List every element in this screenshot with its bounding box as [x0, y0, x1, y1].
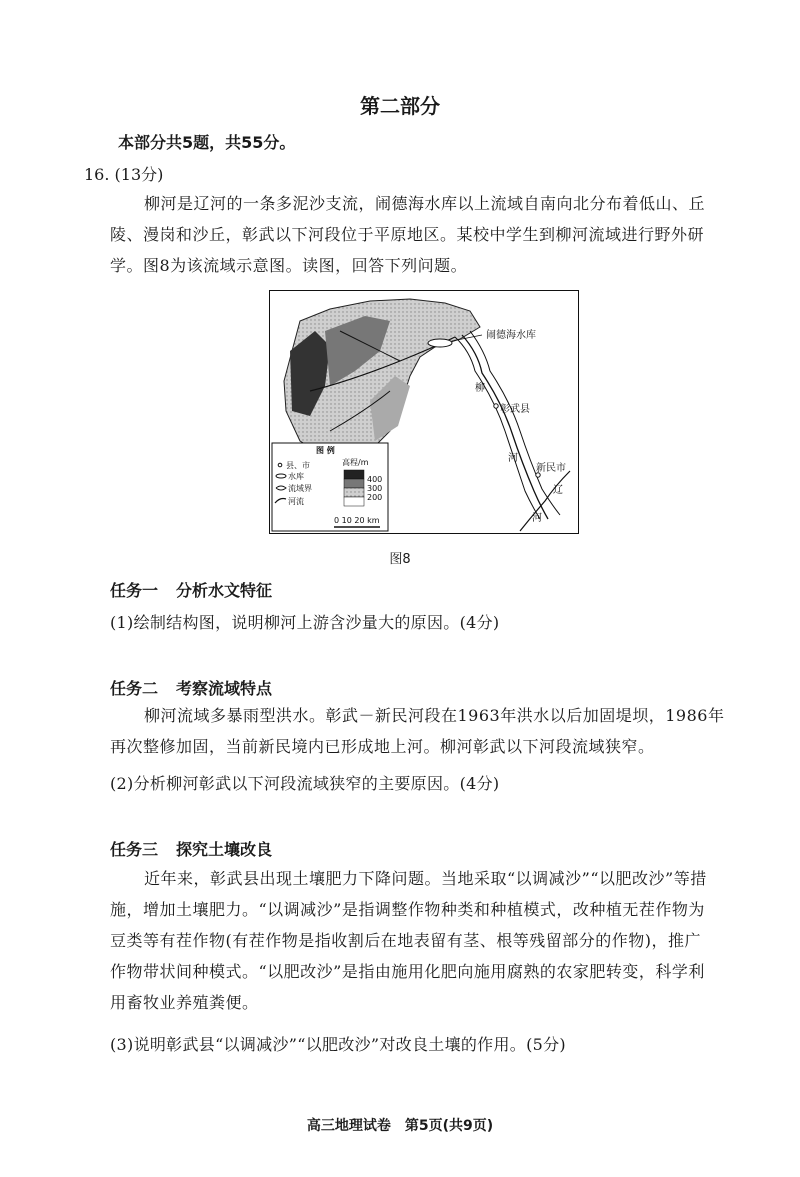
river-label-4: 河	[532, 513, 542, 524]
task-1-subtitle: 分析水文特征	[176, 581, 273, 600]
legend-item: 流域界	[288, 484, 312, 493]
question-intro	[110, 188, 730, 281]
reservoir-label: 闹德海水库	[486, 330, 536, 341]
task-3-paragraph	[110, 863, 730, 1018]
elevation-swatch-mid	[344, 479, 364, 488]
task-3-question: (3)说明彰武县“以调减沙”“以肥改沙”对改良土壤的作用。(5分)	[110, 1035, 566, 1054]
scale-label: 0 10 20 km	[334, 516, 380, 525]
task-1-question: (1)绘制结构图，说明柳河上游含沙量大的原因。(4分)	[110, 613, 500, 632]
elevation-swatch-high	[344, 470, 364, 479]
legend-title: 图 例	[316, 446, 335, 455]
task-2-question: (2)分析柳河彰武以下河段流域狭窄的主要原因。(4分)	[110, 774, 500, 793]
task-3-line: 用畜牧业养殖粪便。	[110, 993, 259, 1012]
river-label-2: 河	[508, 453, 518, 464]
task-2-subtitle: 考察流域特点	[176, 679, 273, 698]
elevation-value: 300	[367, 484, 383, 493]
task-1-title: 任务一	[110, 581, 159, 600]
legend-item: 河流	[288, 497, 304, 506]
city-label: 新民市	[536, 463, 566, 474]
elevation-swatch-plain	[344, 497, 364, 506]
county-label: 彰武县	[500, 404, 530, 415]
watershed-map	[269, 290, 579, 534]
reservoir-legend-icon	[276, 474, 286, 478]
county-marker	[494, 404, 498, 408]
reservoir-icon	[428, 339, 452, 347]
town-legend-icon	[278, 463, 282, 467]
elevation-swatch-low	[344, 488, 364, 497]
legend-item: 县、市	[286, 461, 310, 470]
figure-caption: 图8	[389, 552, 411, 567]
task-3-line: 施，增加土壤肥力。“以调减沙”是指调整作物种类和种植模式，改种植无茬作物为	[110, 900, 705, 919]
question-number: 16. (13分)	[84, 165, 164, 184]
river-label-3: 辽	[553, 485, 563, 496]
intro-line: 学。图8为该流域示意图。读图，回答下列问题。	[110, 256, 468, 275]
task-2-paragraph	[110, 700, 730, 762]
river-corridor	[455, 337, 540, 519]
liao-river	[520, 471, 570, 531]
task-2-line: 再次整修加固，当前新民境内已形成地上河。柳河彰武以下河段流域狭窄。	[110, 737, 655, 756]
elevation-value: 400	[367, 475, 383, 484]
elevation-value: 200	[367, 493, 383, 502]
section-note: 本部分共5题，共55分。	[118, 133, 296, 152]
task-3-title: 任务三	[110, 840, 159, 859]
task-3-subtitle: 探究土壤改良	[176, 840, 273, 859]
task-1-heading	[110, 578, 272, 601]
river-label-1: 柳	[475, 383, 485, 394]
page-footer: 高三地理试卷 第5页(共9页)	[306, 1118, 494, 1134]
river-corridor-edge	[470, 331, 560, 515]
legend-item: 水库	[288, 472, 304, 481]
task-3-line: 近年来，彰武县出现土壤肥力下降问题。当地采取“以调减沙”“以肥改沙”等措	[144, 869, 707, 888]
task-2-heading	[110, 676, 272, 699]
elevation-title: 高程/m	[342, 458, 369, 467]
task-3-line: 豆类等有茬作物(有茬作物是指收割后在地表留有茎、根等残留部分的作物)，推广	[110, 931, 701, 950]
task-2-title: 任务二	[110, 679, 159, 698]
section-title: 第二部分	[360, 94, 440, 118]
task-3-line: 作物带状间种模式。“以肥改沙”是指由施用化肥向施用腐熟的农家肥转变，科学利	[110, 962, 705, 981]
task-3-heading	[110, 837, 272, 860]
intro-line: 陵、漫岗和沙丘，彰武以下河段位于平原地区。某校中学生到柳河流域进行野外研	[110, 225, 705, 244]
main-river	[462, 335, 548, 519]
intro-line: 柳河是辽河的一条多泥沙支流，闹德海水库以上流域自南向北分布着低山、丘	[144, 194, 706, 213]
task-2-line: 柳河流域多暴雨型洪水。彰武－新民河段在1963年洪水以后加固堤坝，1986年	[144, 706, 725, 725]
